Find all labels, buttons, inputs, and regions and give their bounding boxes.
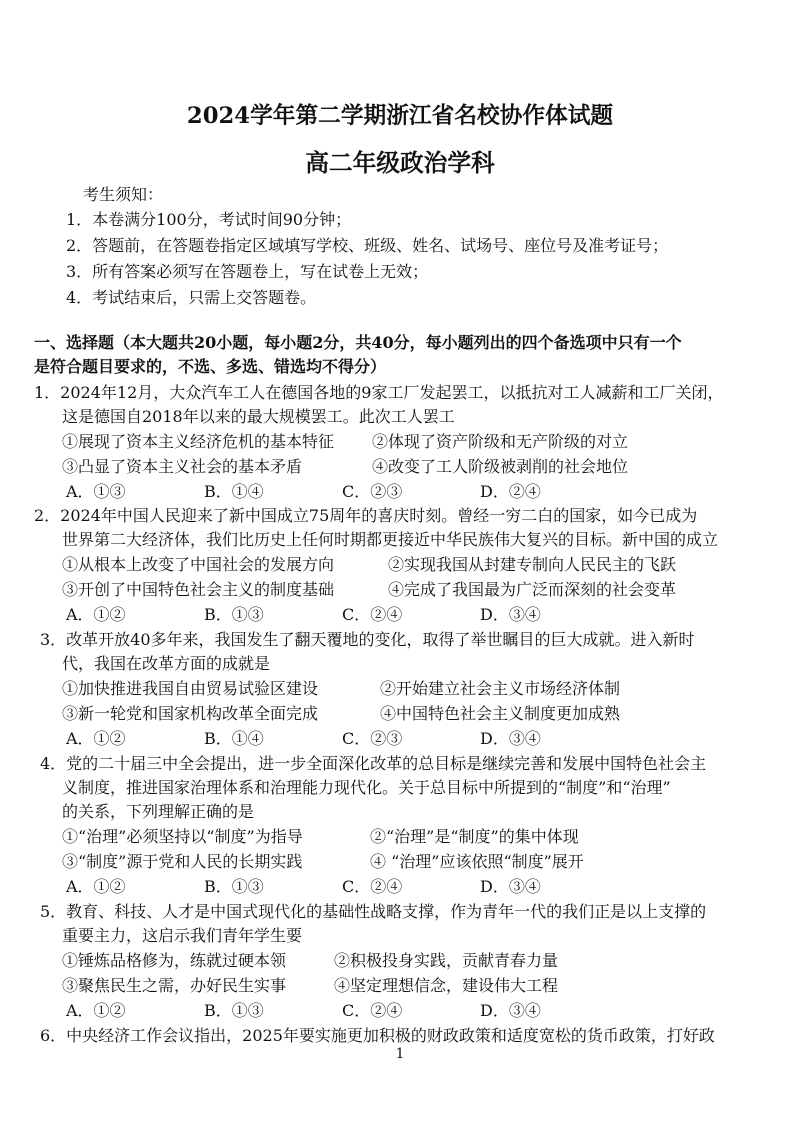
question-stem: 1．2024年12月，大众汽车工人在德国各地的9家工厂发起罢工，以抵抗对工人减薪和工厂关闭， <box>34 383 724 402</box>
statement: ①加快推进我国自由贸易试验区建设 <box>62 679 319 698</box>
section-heading-cont: 是符合题目要求的，不选、多选、错选均不得分） <box>34 357 387 376</box>
statement: ④完成了我国最为广泛而深刻的社会变革 <box>388 580 677 599</box>
statement: ②实现我国从封建专制向人民民主的飞跃 <box>388 555 677 574</box>
statement: ②体现了资产阶级和无产阶级的对立 <box>372 432 629 451</box>
question-stem: 世界第二大经济体，我们比历史上任何时期都更接近中华民族伟大复兴的目标。新中国的成立 <box>62 530 719 549</box>
choice-c: C．②③ <box>342 482 403 501</box>
statement: ②“治理”是“制度”的集中体现 <box>370 827 579 846</box>
choice-c: C．②④ <box>342 605 403 624</box>
question-stem: 4．党的二十届三中全会提出，进一步全面深化改革的总目标是继续完善和发展中国特色社会主 <box>40 754 707 773</box>
question-stem: 3．改革开放40多年来，我国发生了翻天覆地的变化，取得了举世瞩目的巨大成就。进入新时 <box>40 630 695 649</box>
choice-d: D．③④ <box>480 1001 541 1020</box>
choice-b: B．①③ <box>204 605 264 624</box>
notice-item: 3．所有答案必须写在答题卷上，写在试卷上无效； <box>66 262 429 281</box>
statement: ①从根本上改变了中国社会的发展方向 <box>62 555 335 574</box>
choice-b: B．①④ <box>204 729 264 748</box>
exam-subtitle: 高二年级政治学科 <box>305 149 495 177</box>
notice-item: 1．本卷满分100分，考试时间90分钟； <box>66 210 352 229</box>
notice-heading: 考生须知： <box>83 185 164 204</box>
notice-item: 4．考试结束后，只需上交答题卷。 <box>66 288 317 307</box>
question-stem: 重要主力，这启示我们青年学生要 <box>62 926 303 945</box>
question-stem: 代，我国在改革方面的成就是 <box>62 654 271 673</box>
statement: ②积极投身实践，贡献青春力量 <box>334 951 559 970</box>
question-stem: 义制度，推进国家治理体系和治理能力现代化。关于总目标中所提到的“制度”和“治理” <box>62 778 671 797</box>
question-stem: 的关系，下列理解正确的是 <box>62 802 255 821</box>
choice-c: C．②③ <box>342 729 403 748</box>
choice-d: D．②④ <box>480 482 541 501</box>
choice-a: A．①② <box>66 1001 126 1020</box>
question-stem: 6．中央经济工作会议指出，2025年要实施更加积极的财政政策和适度宽松的货币政策，打好政 <box>40 1026 715 1045</box>
statement: ③聚焦民生之需，办好民生实事 <box>62 976 287 995</box>
page-number: 1 <box>395 1046 405 1062</box>
statement: ④ “治理”应该依照“制度”展开 <box>370 852 584 871</box>
statement: ④中国特色社会主义制度更加成熟 <box>380 704 621 723</box>
statement: ①展现了资本主义经济危机的基本特征 <box>62 432 335 451</box>
choice-a: A．①③ <box>66 482 126 501</box>
statement: ④改变了工人阶级被剥削的社会地位 <box>372 457 629 476</box>
choice-d: D．③④ <box>480 605 541 624</box>
choice-b: B．①③ <box>204 877 264 896</box>
choice-d: D．③④ <box>480 729 541 748</box>
choice-d: D．③④ <box>480 877 541 896</box>
question-stem: 2．2024年中国人民迎来了新中国成立75周年的喜庆时刻。曾经一穷二白的国家，如今已成为 <box>34 506 698 525</box>
section-heading: 一、选择题（本大题共20小题，每小题2分，共40分，每小题列出的四个备选项中只有一个 <box>34 333 682 352</box>
statement: ③新一轮党和国家机构改革全面完成 <box>62 704 319 723</box>
statement: ①锤炼品格修为，练就过硬本领 <box>62 951 287 970</box>
choice-c: C．②④ <box>342 1001 403 1020</box>
choice-a: A．①② <box>66 605 126 624</box>
statement: ③开创了中国特色社会主义的制度基础 <box>62 580 335 599</box>
statement: ①“治理”必须坚持以“制度”为指导 <box>62 827 303 846</box>
question-stem: 5．教育、科技、人才是中国式现代化的基础性战略支撑，作为青年一代的我们正是以上支撑的 <box>40 902 707 921</box>
exam-title: 2024学年第二学期浙江省名校协作体试题 <box>186 103 614 129</box>
choice-b: B．①④ <box>204 482 264 501</box>
choice-c: C．②④ <box>342 877 403 896</box>
statement: ②开始建立社会主义市场经济体制 <box>380 679 621 698</box>
statement: ③“制度”源于党和人民的长期实践 <box>62 852 303 871</box>
question-stem: 这是德国自2018年以来的最大规模罢工。此次工人罢工 <box>62 407 455 426</box>
statement: ③凸显了资本主义社会的基本矛盾 <box>62 457 303 476</box>
choice-a: A．①② <box>66 877 126 896</box>
choice-a: A．①② <box>66 729 126 748</box>
choice-b: B．①③ <box>204 1001 264 1020</box>
notice-item: 2．答题前，在答题卷指定区域填写学校、班级、姓名、试场号、座位号及准考证号； <box>66 236 669 255</box>
statement: ④坚定理想信念，建设伟大工程 <box>334 976 559 995</box>
